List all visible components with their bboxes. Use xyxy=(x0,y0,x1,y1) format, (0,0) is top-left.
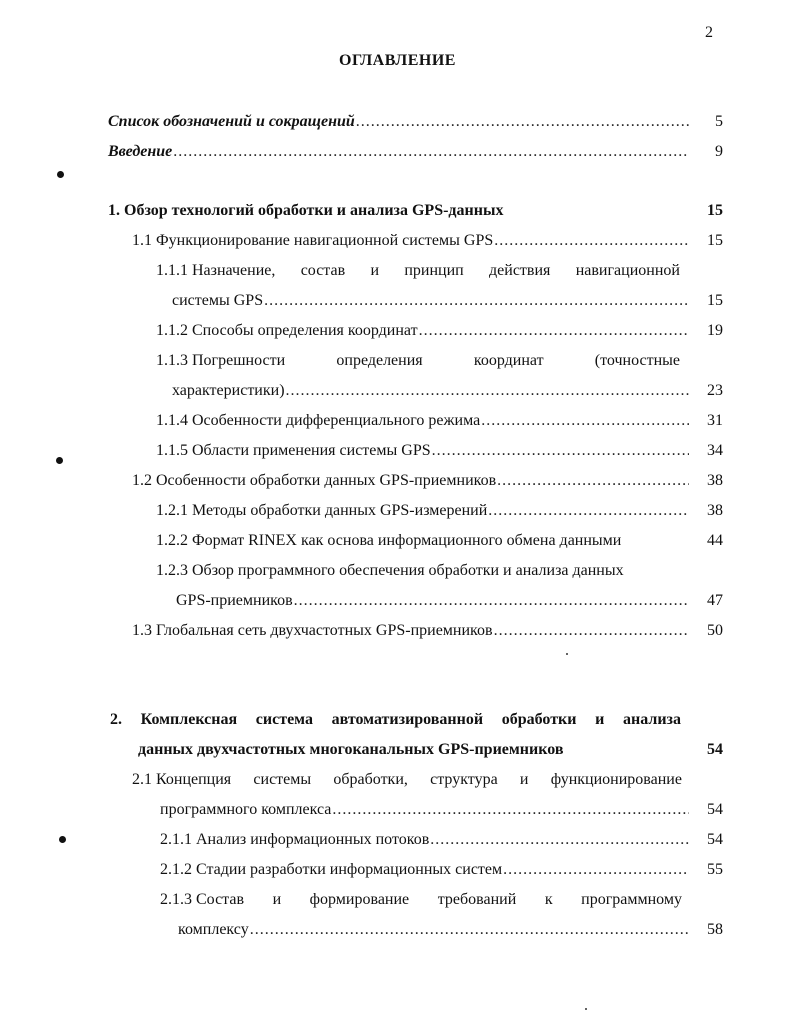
toc-section-2-1-2 xyxy=(160,858,723,882)
scan-hole-mark xyxy=(56,457,63,464)
word: функционирование xyxy=(550,771,682,788)
toc-section-2-1-line2 xyxy=(160,798,723,822)
toc-section-1-3 xyxy=(132,619,723,643)
word: требований xyxy=(437,891,517,908)
leader-dots xyxy=(497,469,689,493)
word: принцип xyxy=(404,262,464,279)
toc-entry-text: 1.2.2 Формат RINEX как основа информационного обмена данными xyxy=(156,532,622,549)
word: структура xyxy=(430,771,498,788)
word: определения xyxy=(336,352,423,369)
page-number: 2 xyxy=(705,24,713,41)
word: навигационной xyxy=(575,262,680,279)
toc-entry-text: 1.2 Особенности обработки данных GPS-приемников xyxy=(132,472,497,489)
toc-page-number: 15 xyxy=(707,202,723,219)
word: обработки xyxy=(501,711,577,728)
toc-page-number: 58 xyxy=(707,921,723,938)
toc-section-1-1 xyxy=(132,229,723,253)
leader-dots xyxy=(481,409,689,433)
leader-dots xyxy=(432,439,689,463)
toc-entry-text: GPS-приемников xyxy=(176,592,293,609)
toc-entry-text: 1.1 Функционирование навигационной системы GPS xyxy=(132,232,494,249)
word: 2.1 Концепция xyxy=(132,771,232,788)
toc-page-number: 15 xyxy=(707,292,723,309)
toc-page-number: 23 xyxy=(707,382,723,399)
toc-page-number: 54 xyxy=(707,801,723,818)
toc-entry-text: данных двухчастотных многоканальных GPS-приемников xyxy=(138,741,564,758)
word: анализа xyxy=(623,711,681,728)
leader-dots xyxy=(503,858,689,882)
toc-section-1-1-1-line2 xyxy=(172,289,723,313)
word: (точностные xyxy=(594,352,680,369)
toc-entry-text: характеристики) xyxy=(172,382,285,399)
toc-entry-text: системы GPS xyxy=(172,292,264,309)
toc-section-1-1-5 xyxy=(156,439,723,463)
leader-dots xyxy=(173,140,689,164)
toc-entry-text: 1.1.5 Области применения системы GPS xyxy=(156,442,431,459)
leader-dots xyxy=(332,798,689,822)
word: 2.1.3 Состав xyxy=(160,891,245,908)
toc-section-1-2-3-line1 xyxy=(156,559,723,583)
word: и xyxy=(272,891,282,908)
toc-title: ОГЛАВЛЕНИЕ xyxy=(339,52,456,69)
toc-entry-text: 1. Обзор технологий обработки и анализа GPS-данных xyxy=(108,202,504,219)
toc-section-2-1-3-line1 xyxy=(160,888,682,912)
word: действия xyxy=(489,262,551,279)
toc-entry-text: программного комплекса xyxy=(160,801,332,818)
toc-entry-text: комплексу xyxy=(178,921,249,938)
word: система xyxy=(255,711,313,728)
toc-page-number: 50 xyxy=(707,622,723,639)
word: и xyxy=(370,262,380,279)
word: 1.1.1 Назначение, xyxy=(156,262,276,279)
word: 1.1.3 Погрешности xyxy=(156,352,286,369)
toc-section-2-1-3-line2 xyxy=(178,918,723,942)
toc-section-1-2-3-line2 xyxy=(176,589,723,613)
toc-page-number: 38 xyxy=(707,472,723,489)
toc-chapter-2-line1 xyxy=(110,708,681,732)
toc-section-1-1-4 xyxy=(156,409,723,433)
leader-dots xyxy=(494,619,689,643)
word: к xyxy=(544,891,553,908)
word: состав xyxy=(300,262,346,279)
toc-section-1-2-2 xyxy=(156,529,723,553)
leader-dots xyxy=(294,589,689,613)
toc-entry-text: 1.3 Глобальная сеть двухчастотных GPS-приемников xyxy=(132,622,493,639)
leader-dots xyxy=(488,499,689,523)
word: и xyxy=(595,711,605,728)
toc-section-1-1-1-line1 xyxy=(156,259,680,283)
toc-chapter-1 xyxy=(108,199,723,223)
leader-dots xyxy=(419,319,689,343)
word: программному xyxy=(581,891,682,908)
toc-page-number: 38 xyxy=(707,502,723,519)
toc-section-1-2-1 xyxy=(156,499,723,523)
scan-hole-mark xyxy=(59,836,66,843)
toc-entry-text: Введение xyxy=(108,143,173,160)
toc-page-number: 44 xyxy=(707,532,723,549)
leader-dots xyxy=(250,918,689,942)
toc-page-number: 5 xyxy=(715,113,723,130)
word: Комплексная xyxy=(140,711,238,728)
toc-entry-text: 2.1.2 Стадии разработки информационных систем xyxy=(160,861,503,878)
word: координат xyxy=(473,352,544,369)
toc-section-1-2 xyxy=(132,469,723,493)
toc-page-number: 15 xyxy=(707,232,723,249)
toc-section-2-1-1 xyxy=(160,828,723,852)
leader-dots xyxy=(430,828,689,852)
word: и xyxy=(519,771,529,788)
word: системы xyxy=(253,771,312,788)
toc-entry-text: 1.1.4 Особенности дифференциального режима xyxy=(156,412,481,429)
toc-chapter-2-line2 xyxy=(138,738,723,762)
toc-entry-abbreviations xyxy=(108,110,723,134)
leader-dots xyxy=(494,229,689,253)
leader-dots xyxy=(356,110,689,134)
word: обработки, xyxy=(333,771,408,788)
toc-entry-text: 1.2.3 Обзор программного обеспечения обработки и анализа данных xyxy=(156,562,624,579)
toc-section-1-1-3-line1 xyxy=(156,349,680,373)
scan-hole-mark xyxy=(57,171,64,178)
word: 2. xyxy=(110,711,122,728)
toc-page-number: 9 xyxy=(715,143,723,160)
scan-speck xyxy=(566,653,568,655)
leader-dots xyxy=(286,379,689,403)
toc-entry-text: 2.1.1 Анализ информационных потоков xyxy=(160,831,430,848)
scan-speck xyxy=(585,1008,587,1010)
toc-entry-text: Список обозначений и сокращений xyxy=(108,113,355,130)
toc-page-number: 54 xyxy=(707,831,723,848)
leader-dots xyxy=(264,289,689,313)
toc-page-number: 19 xyxy=(707,322,723,339)
toc-section-2-1-line1 xyxy=(132,768,682,792)
toc-section-1-1-3-line2 xyxy=(172,379,723,403)
toc-page-number: 31 xyxy=(707,412,723,429)
toc-page-number: 55 xyxy=(707,861,723,878)
toc-entry-introduction xyxy=(108,140,723,164)
toc-entry-text: 1.1.2 Способы определения координат xyxy=(156,322,418,339)
toc-page-number: 47 xyxy=(707,592,723,609)
toc-page-number: 34 xyxy=(707,442,723,459)
toc-page-number: 54 xyxy=(707,741,723,758)
word: автоматизированной xyxy=(331,711,484,728)
toc-entry-text: 1.2.1 Методы обработки данных GPS-измерений xyxy=(156,502,488,519)
word: формирование xyxy=(309,891,410,908)
toc-section-1-1-2 xyxy=(156,319,723,343)
